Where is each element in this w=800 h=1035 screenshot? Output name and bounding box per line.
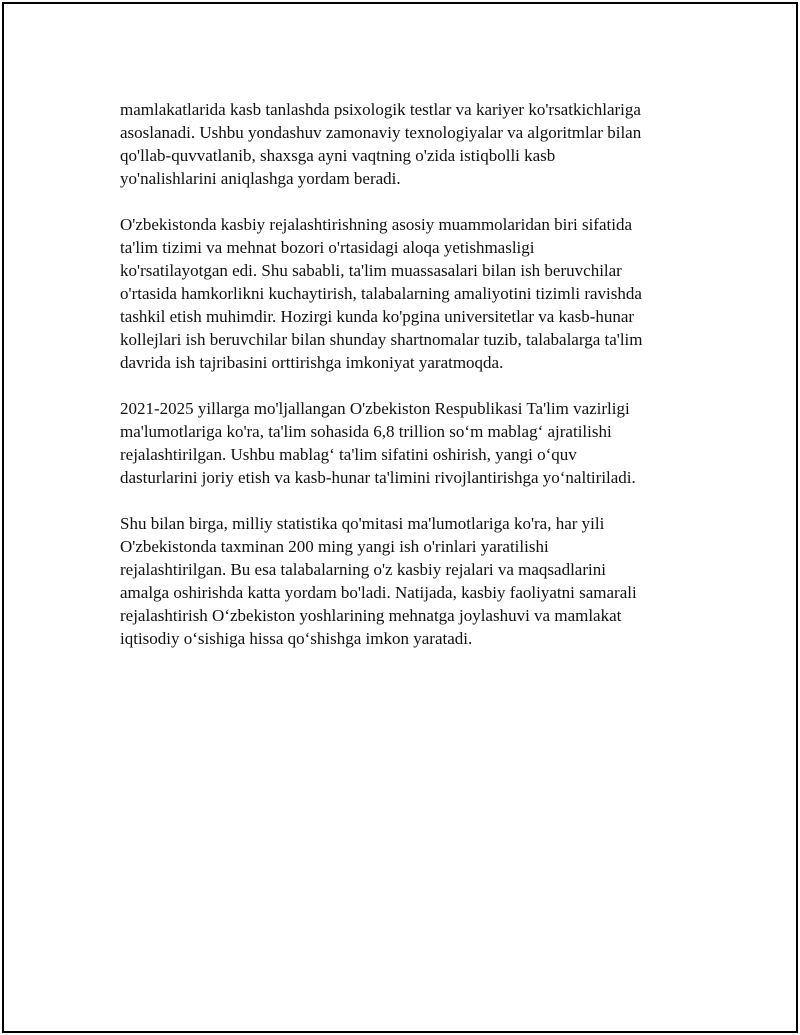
paragraph-1 — [120, 98, 700, 190]
text-line: 2021-2025 yillarga mo'ljallangan O'zbekiston Respublikasi Ta'lim vazirligi — [120, 399, 630, 418]
text-line: qo'llab-quvvatlanib, shaxsga ayni vaqtning o'zida istiqbolli kasb — [120, 146, 556, 165]
text-line: rejalashtirilgan. Ushbu mablag‘ ta'lim sifatini oshirish, yangi o‘quv — [120, 445, 577, 464]
text-line: O'zbekistonda taxminan 200 ming yangi ish o'rinlari yaratilishi — [120, 537, 549, 556]
text-line: mamlakatlarida kasb tanlashda psixologik testlar va kariyer ko'rsatkichlariga — [120, 100, 641, 119]
text-line: rejalashtirilgan. Bu esa talabalarning o'z kasbiy rejalari va maqsadlarini — [120, 560, 606, 579]
text-line: kollejlari ish beruvchilar bilan shunday shartnomalar tuzib, talabalarga ta'lim — [120, 330, 643, 349]
text-line: o'rtasida hamkorlikni kuchaytirish, talabalarning amaliyotini tizimli ravishda — [120, 284, 642, 303]
text-line: dasturlarini joriy etish va kasb-hunar ta'limini rivojlantirishga yo‘naltiriladi. — [120, 468, 636, 487]
paragraph-2 — [120, 213, 700, 374]
text-line: ta'lim tizimi va mehnat bozori o'rtasidagi aloqa yetishmasligi — [120, 238, 535, 257]
text-line: rejalashtirish O‘zbekiston yoshlarining mehnatga joylashuvi va mamlakat — [120, 606, 622, 625]
page-frame — [2, 2, 798, 1033]
text-line: ma'lumotlariga ko'ra, ta'lim sohasida 6,8 trillion so‘m mablag‘ ajratilishi — [120, 422, 612, 441]
text-line: tashkil etish muhimdir. Hozirgi kunda ko'pgina universitetlar va kasb-hunar — [120, 307, 635, 326]
document-body — [120, 98, 700, 673]
paragraph-4 — [120, 512, 700, 650]
text-line: davrida ish tajribasini orttirishga imkoniyat yaratmoqda. — [120, 353, 504, 372]
text-line: ko'rsatilayotgan edi. Shu sababli, ta'lim muassasalari bilan ish beruvchilar — [120, 261, 622, 280]
text-line: iqtisodiy o‘sishiga hissa qo‘shishga imkon yaratadi. — [120, 629, 473, 648]
text-line: asoslanadi. Ushbu yondashuv zamonaviy texnologiyalar va algoritmlar bilan — [120, 123, 642, 142]
text-line: amalga oshirishda katta yordam bo'ladi. Natijada, kasbiy faoliyatni samarali — [120, 583, 637, 602]
text-line: Shu bilan birga, milliy statistika qo'mitasi ma'lumotlariga ko'ra, har yili — [120, 514, 605, 533]
text-line: O'zbekistonda kasbiy rejalashtirishning asosiy muammolaridan biri sifatida — [120, 215, 633, 234]
paragraph-3 — [120, 397, 700, 489]
text-line: yo'nalishlarini aniqlashga yordam beradi. — [120, 169, 401, 188]
